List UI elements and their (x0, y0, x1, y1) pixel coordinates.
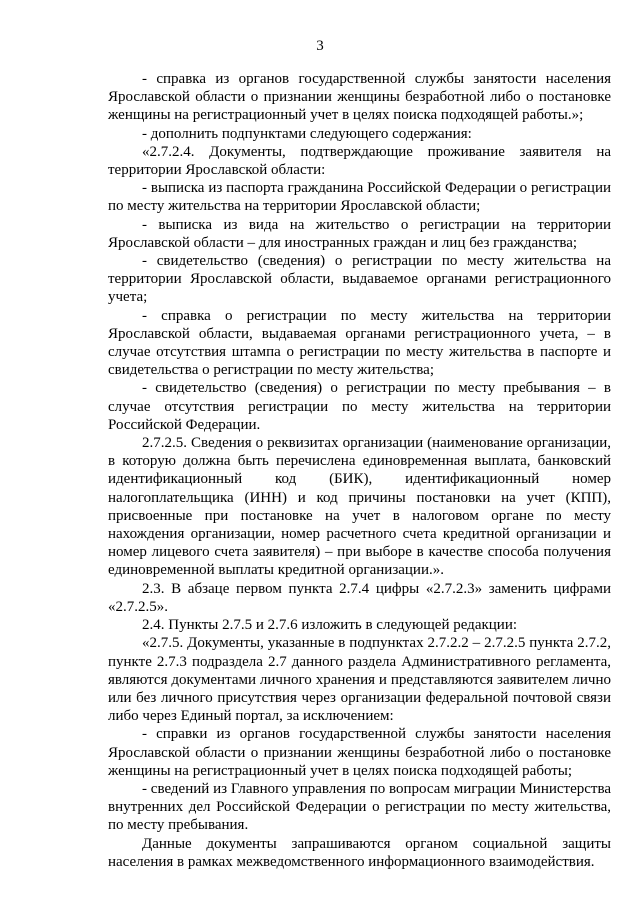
page-number: 3 (316, 38, 324, 54)
document-body (108, 70, 611, 871)
paragraph-item-15: Данные документы запрашиваются органом социальной защиты населения в рамках межведомственного информационного взаимодействия. (108, 835, 611, 870)
paragraph-item-14: - сведений из Главного управления по вопросам миграции Министерства внутренних дел Российской Федерации о регистрации по месту жительства, по месту пребывания. (108, 780, 611, 834)
paragraph-item-8: - свидетельство (сведения) о регистрации по месту пребывания – в случае отсутствия регистрации по месту жительства на территории Российской Федерации. (108, 380, 611, 433)
paragraph-item-12: «2.7.5. Документы, указанные в подпунктах 2.7.2.2 – 2.7.2.5 пункта 2.7.2, пункте 2.7.3 подраздела 2.7 данного раздела Административного регламента, являются документами личного хранения и представляются заявителем лично или без личного присутствия через организации федеральной почтовой связи либо через Единый портал, за исключением: (108, 635, 611, 725)
paragraph-item-4: - выписка из паспорта гражданина Российской Федерации о регистрации по месту жительства на территории Ярославской области; (108, 180, 611, 215)
paragraph-item-2: - дополнить подпунктами следующего содержания: (142, 125, 472, 142)
paragraph-item-10: 2.3. В абзаце первом пункта 2.7.4 цифры «2.7.2.3» заменить цифрами «2.7.2.5». (108, 580, 611, 615)
paragraph-item-13: - справки из органов государственной службы занятости населения Ярославской области о признании женщины безработной либо о постановке женщины на регистрационный учет в целях поиска подходящей работы; (108, 726, 611, 779)
paragraph-item-9: 2.7.2.5. Сведения о реквизитах организации (наименование организации, в которую должна быть перечислена единовременная выплата, банковский идентификационный код (БИК), идентификационный номер налогоплательщика (ИНН) и код причины постановки на учет (КПП), присвоенные при постановке на учет в налоговом органе по месту нахождения организации, номер расчетного счета кредитной организации и номер лицевого счета заявителя) – при выборе в качестве способа получения единовременной выплаты кредитной организации.». (108, 435, 611, 579)
paragraph-item-1: - справка из органов государственной службы занятости населения Ярославской области о признании женщины безработной либо о постановке женщины на регистрационный учет в целях поиска подходящей работы.»; (108, 71, 611, 124)
paragraph-item-5: - выписка из вида на жительство о регистрации на территории Ярославской области – для иностранных граждан и лиц без гражданства; (108, 216, 611, 251)
paragraph-item-11: 2.4. Пункты 2.7.5 и 2.7.6 изложить в следующей редакции: (142, 617, 518, 634)
paragraph-item-7: - справка о регистрации по месту жительства на территории Ярославской области, выдаваемая органами регистрационного учета, – в случае отсутствия штампа о регистрации по месту жительства в паспорте и свидетельства о регистрации по месту жительства; (108, 307, 611, 379)
paragraph-item-6: - свидетельство (сведения) о регистрации по месту жительства на территории Ярославской области, выдаваемое органами регистрационного учета; (108, 253, 611, 306)
paragraph-item-3: «2.7.2.4. Документы, подтверждающие проживание заявителя на территории Ярославской области: (108, 143, 611, 179)
